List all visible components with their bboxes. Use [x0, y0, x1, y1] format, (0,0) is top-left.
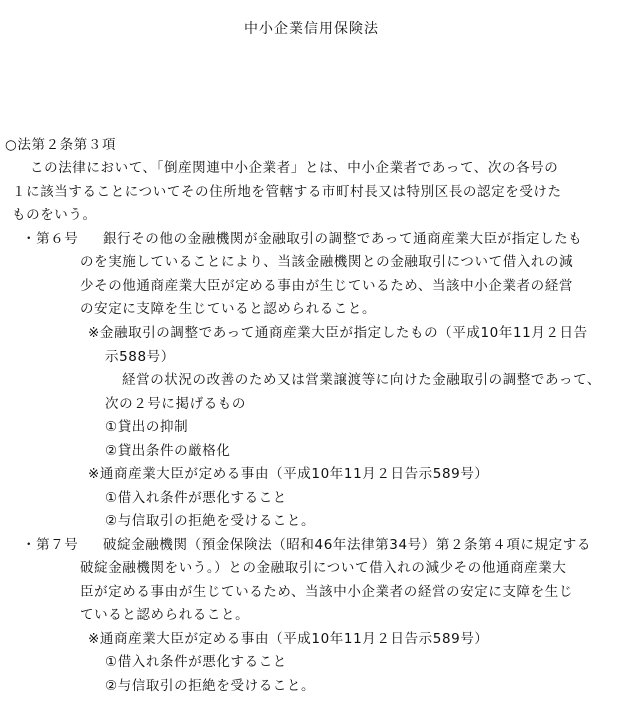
item7-line-4: ていると認められること。 — [80, 607, 250, 623]
item7-label: ・第７号 — [22, 537, 79, 553]
definition-line-1: この法律において、「倒産関連中小企業者」とは、中小企業者であって、次の各号の — [30, 160, 559, 176]
item6-line-3: 少その他通商産業大臣が定める事由が生じているため、当該中小企業者の経営 — [80, 278, 573, 294]
item7-note-item-2: ②与信取引の拒絶を受けること。 — [105, 678, 316, 694]
item6-line-4: の安定に支障を生じていると認められること。 — [80, 301, 377, 317]
item6-note1-line-2: 示588号） — [105, 349, 175, 365]
item6-label: ・第６号 — [22, 231, 79, 247]
item6-note1-item-1: ①貸出の抑制 — [105, 419, 189, 435]
item7-note-item-1: ①借入れ条件が悪化すること — [105, 654, 287, 670]
definition-line-3: ものをいう。 — [12, 207, 97, 223]
item6-note2-item-1: ①借入れ条件が悪化すること — [105, 490, 287, 506]
item7-line-2: 破綻金融機関をいう。）との金融取引について借入れの減少その他通商産業大 — [80, 560, 567, 576]
page-title: 中小企業信用保険法 — [244, 21, 379, 37]
item6-note1-body-2: 次の２号に掲げるもの — [105, 396, 246, 412]
section-heading: ○法第２条第３項 — [5, 137, 117, 153]
item6-line-2: のを実施していることにより、当該金融機関との金融取引について借入れの減 — [80, 254, 574, 270]
item6-note1-body-1: 経営の状況の改善のため又は営業譲渡等に向けた金融取引の調整であって、 — [122, 372, 601, 388]
item6-note1-item-2: ②貸出条件の厳格化 — [105, 443, 231, 459]
item6-note1-line-1: ※金融取引の調整であって通商産業大臣が指定したもの（平成10年11月２日告 — [88, 325, 588, 341]
item7-line-1: 破綻金融機関（預金保険法（昭和46年法律第34号）第２条第４項に規定する — [103, 537, 591, 553]
item6-line-1: 銀行その他の金融機関が金融取引の調整であって通商産業大臣が指定したも — [103, 231, 583, 247]
item6-note2-line: ※通商産業大臣が定める事由（平成10年11月２日告示589号） — [88, 466, 489, 482]
definition-line-2: １に該当することについてその住所地を管轄する市町村長又は特別区長の認定を受けた — [12, 184, 562, 200]
item6-note2-item-2: ②与信取引の拒絶を受けること。 — [105, 513, 316, 529]
item7-line-3: 臣が定める事由が生じているため、当該中小企業者の経営の安定に支障を生じ — [80, 584, 573, 600]
item7-note-line: ※通商産業大臣が定める事由（平成10年11月２日告示589号） — [88, 631, 489, 647]
